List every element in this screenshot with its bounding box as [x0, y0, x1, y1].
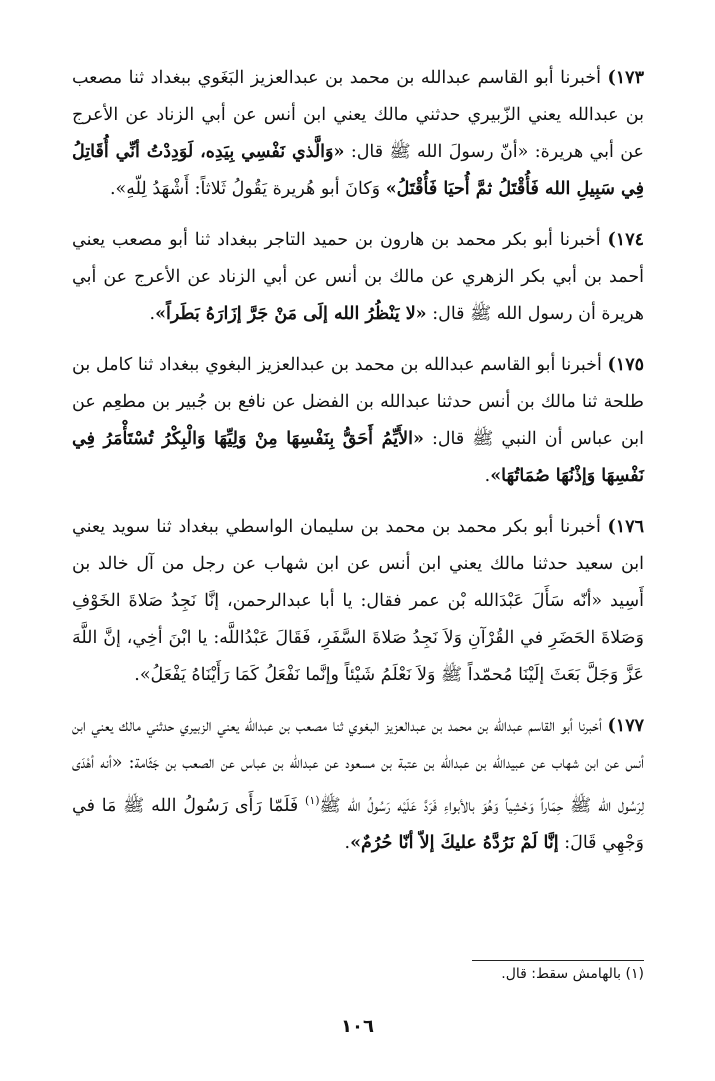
hadith-text: أخبرنا أبو بكر محمد بن محمد بن سليمان الواسطي ببغداد ثنا سويد يعني ابن سعيد حدثنا مالك يعني ابن أنس عن ابن شهاب عن رجل من آل خالد بن أَسِيد «أنّه سَأَلَ عَبْدَالله بْن عمر فقال: يا أبا عبدالرحمن، إنَّا نَجِدُ صَلاةَ الخَوْفِ وَصَلاةَ الحَضَرِ في القُرْآنِ وَلاَ نَجِدُ صَلاةَ السَّفَرِ، فَقَالَ عَبْدُاللَّه: يا ابْنَ أخِي، إنَّ اللَّهَ عَزَّ وَجَلَّ بَعَثَ إلَيْنَا مُحمّداً ﷺ وَلاَ نَعْلَمُ شَيْئاً وإنَّما نَفْعَلُ كَمَا رَأَيْنَاهُ يَفْعَلُ».	[72, 517, 644, 685]
hadith-matn: «الأَيِّمُ أَحَقُّ بِنَفْسِهَا مِنْ وَلِيِّهَا وَالْبِكْرُ تُسْتَأْمَرُ فِي نَفْسِهَا وَإذْنُهَا صُمَاتُهَا»	[72, 429, 644, 486]
hadith-matn: إنَّا لَمْ نَرُدَّهُ عليكَ إلاّ أنّا حُرُمٌ»	[350, 832, 559, 853]
hadith-173: ١٧٣) أخبرنا أبو القاسم عبدالله بن محمد بن عبدالعزيز البَغَوي ببغداد ثنا مصعب بن عبدالله يعني الزّبيري حدثني مالك يعني ابن أنس عن أبي الزناد عن الأعرج عن أبي هريرة: «أنّ رسولَ الله ﷺ قال: «وَالَّذي نَفْسِي بِيَدِه، لَوَدِدْتُ أنِّي أُقَاتِلُ فِي سَبِيلِ الله فَأُقْتَلُ ثمَّ أُحيَا فَأُقْتَلُ» وَكانَ أبو هُريرة يَقُولُ ثَلاثاً: أَشْهَدُ لِلّهِ».	[72, 68, 644, 199]
hadith-175: ١٧٥) أخبرنا أبو القاسم عبدالله بن محمد بن عبدالعزيز البغوي ببغداد ثنا كامل بن طلحة ثنا مالك بن أنس حدثنا عبدالله بن الفضل عن نافع بن جُبير بن مطعِم عن ابن عباس أن النبي ﷺ قال: «الأَيِّمُ أَحَقُّ بِنَفْسِهَا مِنْ وَلِيِّهَا وَالْبِكْرُ تُسْتَأْمَرُ فِي نَفْسِهَا وَإذْنُهَا صُمَاتُهَا».	[72, 355, 644, 486]
hadith-text: أخبرنا أبو القاسم عبدالله بن محمد بن عبدالعزيز البَغَوي ببغداد ثنا مصعب بن عبدالله يعني الزّبيري حدثني مالك يعني ابن أنس عن أبي الزناد عن الأعرج عن أبي هريرة: «أنّ رسولَ الله ﷺ قال:	[72, 68, 644, 162]
footnote-divider	[472, 960, 644, 961]
hadith-text: أخبرنا أبو بكر محمد بن هارون بن حميد التاجر ببغداد ثنا أبو مصعب يعني أحمد بن أبي بكر الزهري عن مالك بن أنس عن أبي الزناد عن الأعرج عن أبي هريرة أن رسول الله ﷺ قال:	[72, 230, 644, 324]
footnote-reference[interactable]: (١)	[305, 794, 320, 807]
hadith-tail: وَكانَ أبو هُريرة يَقُولُ ثَلاثاً: أَشْهَدُ لِلّهِ».	[109, 179, 381, 199]
hadith-174: ١٧٤) أخبرنا أبو بكر محمد بن هارون بن حميد التاجر ببغداد ثنا أبو مصعب يعني أحمد بن أبي بكر الزهري عن مالك بن أنس عن أبي الزناد عن الأعرج عن أبي هريرة أن رسول الله ﷺ قال: «لا يَنْظُرُ الله إلَى مَنْ جَرَّ إزَارَهُ بَطَراً».	[72, 230, 644, 324]
hadith-number: ١٧٥	[615, 355, 644, 375]
hadith-177: ١٧٧) أخبرنا أبو القاسم عبدالله بن محمد بن عبدالعزيز البغوي ثنا مصعب بن عبدالله يعني الزبيري حدثني مالك يعني ابن أنس عن ابن شهاب عن عبيدالله بن عبدالله بن عتبة بن مسعود عن عبدالله بن عباس عن الصعب بن جَثّامة: «أنه أهْدَى لِرَسُول الله ﷺ حِمَاراً وَحْشِياً وَهُوَ بالأبواءِ فَرَدَّ عَلَيْه رَسُولُ الله ﷺ$^{(١)}$ فَلَمّا رَأَى رَسُولُ الله ﷺ مَا في وَجْهِي قَالَ: إنَّا لَمْ نَرُدَّهُ عليكَ إلاّ أنّا حُرُمٌ».	[72, 716, 644, 853]
hadith-tail: .	[149, 304, 156, 324]
hadith-number: ١٧٤	[615, 230, 644, 250]
footnote: (١) بالهامش سقط: قال.	[501, 966, 644, 982]
page-number: ١٠٦	[341, 1016, 374, 1037]
hadith-matn: «لا يَنْظُرُ الله إلَى مَنْ جَرَّ إزَارَهُ بَطَراً»	[155, 304, 427, 324]
hadith-matn: «وَالَّذي نَفْسِي بِيَدِه، لَوَدِدْتُ أنِّي أُقَاتِلُ فِي سَبِيلِ الله فَأُقْتَلُ ثمَّ أُحيَا فَأُقْتَلُ»	[72, 142, 644, 199]
page-body	[72, 60, 644, 876]
hadith-number: ١٧٧	[615, 716, 644, 736]
hadith-number: ١٧٦	[615, 517, 644, 537]
hadith-text-continued: فَلَمّا رَأَى رَسُولُ الله ﷺ مَا في وَجْهِي قَالَ:	[72, 795, 644, 853]
hadith-text: أخبرنا أبو القاسم عبدالله بن محمد بن عبدالعزيز البغوي ثنا مصعب بن عبدالله يعني الزبيري حدثني مالك يعني ابن أنس عن ابن شهاب عن عبيدالله بن عبدالله بن عتبة بن مسعود عن عبدالله بن عباس عن الصعب بن جَثّامة: «أنه أهْدَى لِرَسُول الله ﷺ حِمَاراً وَحْشِياً وَهُوَ بالأبواءِ فَرَدَّ عَلَيْه رَسُولُ الله ﷺ	[72, 716, 644, 816]
hadith-text: أخبرنا أبو القاسم عبدالله بن محمد بن عبدالعزيز البغوي ببغداد ثنا كامل بن طلحة ثنا مالك بن أنس حدثنا عبدالله بن الفضل عن نافع بن جُبير بن مطعِم عن ابن عباس أن النبي ﷺ قال:	[72, 355, 644, 449]
hadith-number: ١٧٣	[615, 68, 644, 88]
hadith-176: ١٧٦) أخبرنا أبو بكر محمد بن محمد بن سليمان الواسطي ببغداد ثنا سويد يعني ابن سعيد حدثنا مالك يعني ابن أنس عن ابن شهاب عن رجل من آل خالد بن أَسِيد «أنّه سَأَلَ عَبْدَالله بْن عمر فقال: يا أبا عبدالرحمن، إنَّا نَجِدُ صَلاةَ الخَوْفِ وَصَلاةَ الحَضَرِ في القُرْآنِ وَلاَ نَجِدُ صَلاةَ السَّفَرِ، فَقَالَ عَبْدُاللَّه: يا ابْنَ أخِي، إنَّ اللَّهَ عَزَّ وَجَلَّ بَعَثَ إلَيْنَا مُحمّداً ﷺ وَلاَ نَعْلَمُ شَيْئاً وإنَّما نَفْعَلُ كَمَا رَأَيْنَاهُ يَفْعَلُ».	[72, 517, 644, 685]
hadith-tail: .	[484, 466, 491, 486]
hadith-tail: .	[344, 832, 351, 853]
